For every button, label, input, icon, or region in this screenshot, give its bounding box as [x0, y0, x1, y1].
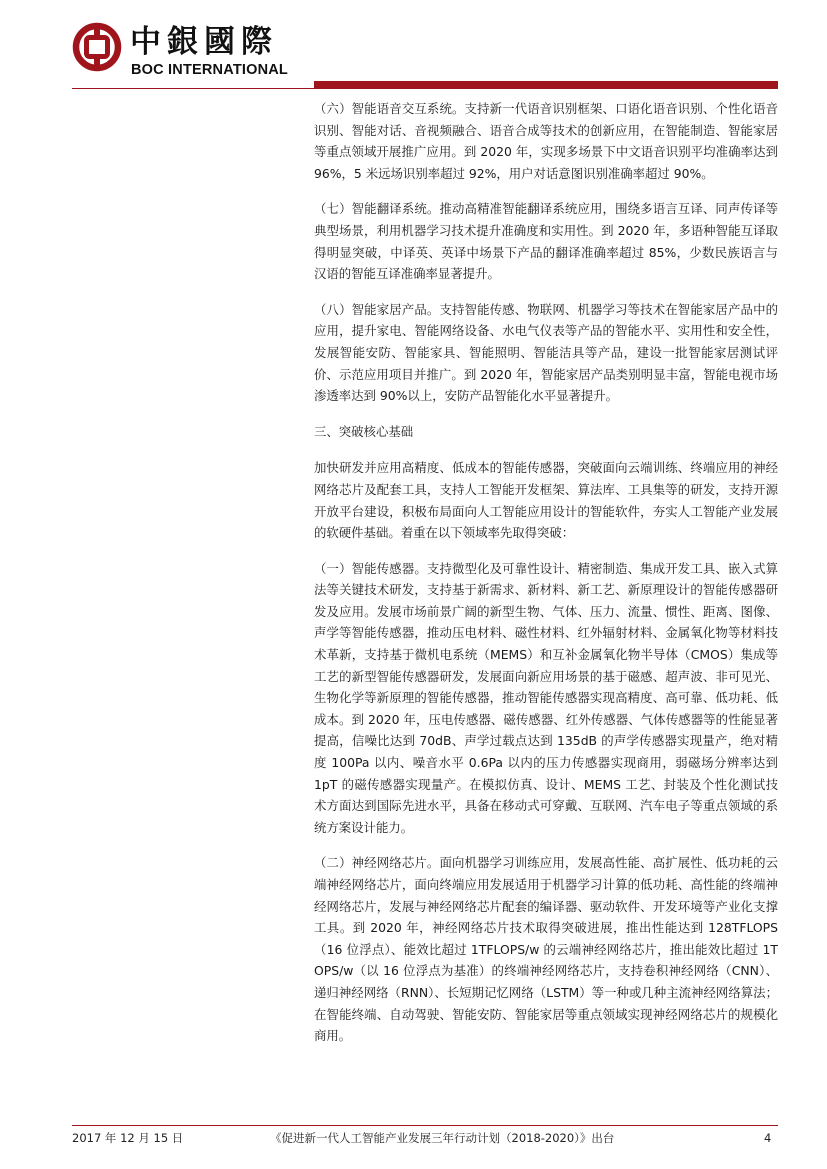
- footer-rule: [72, 1125, 778, 1126]
- paragraph-smart-home: （八）智能家居产品。支持智能传感、物联网、机器学习等技术在智能家居产品中的应用，提升家电、智能网络设备、水电气仪表等产品的智能水平、实用性和安全性，发展智能安防、智能家具、智能照明、智能洁具等产品，建设一批智能家居测试评价、示范应用项目并推广。到 2020 年，智能家居产品类别明显丰富，智能电视市场渗透率达到 90%以上，安防产品智能化水平显著提升。: [314, 301, 778, 404]
- section-heading-core-foundation: 三、突破核心基础: [314, 423, 414, 439]
- logo-english-name: BOC INTERNATIONAL: [131, 62, 288, 78]
- paragraph-smart-sensors: （一）智能传感器。支持微型化及可靠性设计、精密制造、集成开发工具、嵌入式算法等关键技术研发，支持基于新需求、新材料、新工艺、新原理设计的智能传感器研发及应用。发展市场前景广阔的新型生物、气体、压力、流量、惯性、距离、图像、声学等智能传感器，推动压电材料、磁性材料、红外辐射材料、金属氧化物等材料技术革新，支持基于微机电系统（MEMS）和互补金属氧化物半导体（CMOS）集成等工艺的新型智能传感器研发，发展面向新应用场景的基于磁感、超声波、非可见光、生物化学等新原理的智能传感器，推动智能传感器实现高精度、高可靠、低功耗、低成本。到 2020 年，压电传感器、磁传感器、红外传感器、气体传感器等的性能显著提高，信噪比达到 70dB、声学过载点达到 135dB 的声学传感器实现量产，绝对精度 100Pa 以内、噪音水平 0.6Pa 以内的压力传感器实现商用，弱磁场分辨率达到 1pT 的磁传感器实现量产。在模拟仿真、设计、MEMS 工艺、封装及个性化测试技术方面达到国际先进水平，具备在移动式可穿戴、互联网、汽车电子等重点领域的系统方案设计能力。: [314, 560, 778, 835]
- paragraph-core-intro: 加快研发并应用高精度、低成本的智能传感器，突破面向云端训练、终端应用的神经网络芯片及配套工具，支持人工智能开发框架、算法库、工具集等的研发，支持开源开放平台建设，积极布局面向人工智能应用设计的智能软件，夯实人工智能产业发展的软硬件基础。着重在以下领域率先取得突破：: [314, 460, 778, 541]
- logo-chinese-name: 中銀國際: [130, 24, 278, 60]
- footer-date: 2017 年 12 月 15 日: [72, 1131, 184, 1145]
- paragraph-translation: （七）智能翻译系统。推动高精准智能翻译系统应用，围绕多语言互译、同声传译等典型场景，利用机器学习技术提升准确度和实用性。到 2020 年，多语种智能互译取得明显突破，中译英、英译中场景下产品的翻译准确率超过 85%，少数民族语言与汉语的智能互译准确率显著提升。: [314, 201, 778, 282]
- footer-document-title: 《促进新一代人工智能产业发展三年行动计划（2018-2020）》出台: [270, 1131, 615, 1145]
- document-body: [314, 98, 778, 1061]
- boc-logo-icon: [72, 22, 122, 72]
- paragraph-neural-chips: （二）神经网络芯片。面向机器学习训练应用，发展高性能、高扩展性、低功耗的云端神经网络芯片，面向终端应用发展适用于机器学习计算的低功耗、高性能的终端神经网络芯片，发展与神经网络芯片配套的编译器、驱动软件、开发环境等产业化支撑工具。到 2020 年，神经网络芯片技术取得突破进展，推出性能达到 128TFLOPS（16 位浮点）、能效比超过 1TFLOPS/w 的云端神经网络芯片，推出能效比超过 1T OPS/w（以 16 位浮点为基准）的终端神经网络芯片，支持卷积神经网络（CNN）、递归神经网络（RNN）、长短期记忆网络（LSTM）等一种或几种主流神经网络算法；在智能终端、自动驾驶、智能安防、智能家居等重点领域实现神经网络芯片的规模化商用。: [314, 855, 778, 1044]
- paragraph-voice-interaction: （六）智能语音交互系统。支持新一代语音识别框架、口语化语音识别、个性化语音识别、智能对话、音视频融合、语音合成等技术的创新应用，在智能制造、智能家居等重点领域开展推广应用。到 2020 年，实现多场景下中文语音识别平均准确率达到 96%，5 米远场识别率超过 92%，用户对话意图识别准确率超过 90%。: [314, 101, 778, 181]
- header-rule-thick: [314, 81, 778, 88]
- header-rule-thin: [72, 88, 778, 89]
- boc-international-logo: [72, 20, 312, 82]
- page-number: 4: [764, 1131, 772, 1145]
